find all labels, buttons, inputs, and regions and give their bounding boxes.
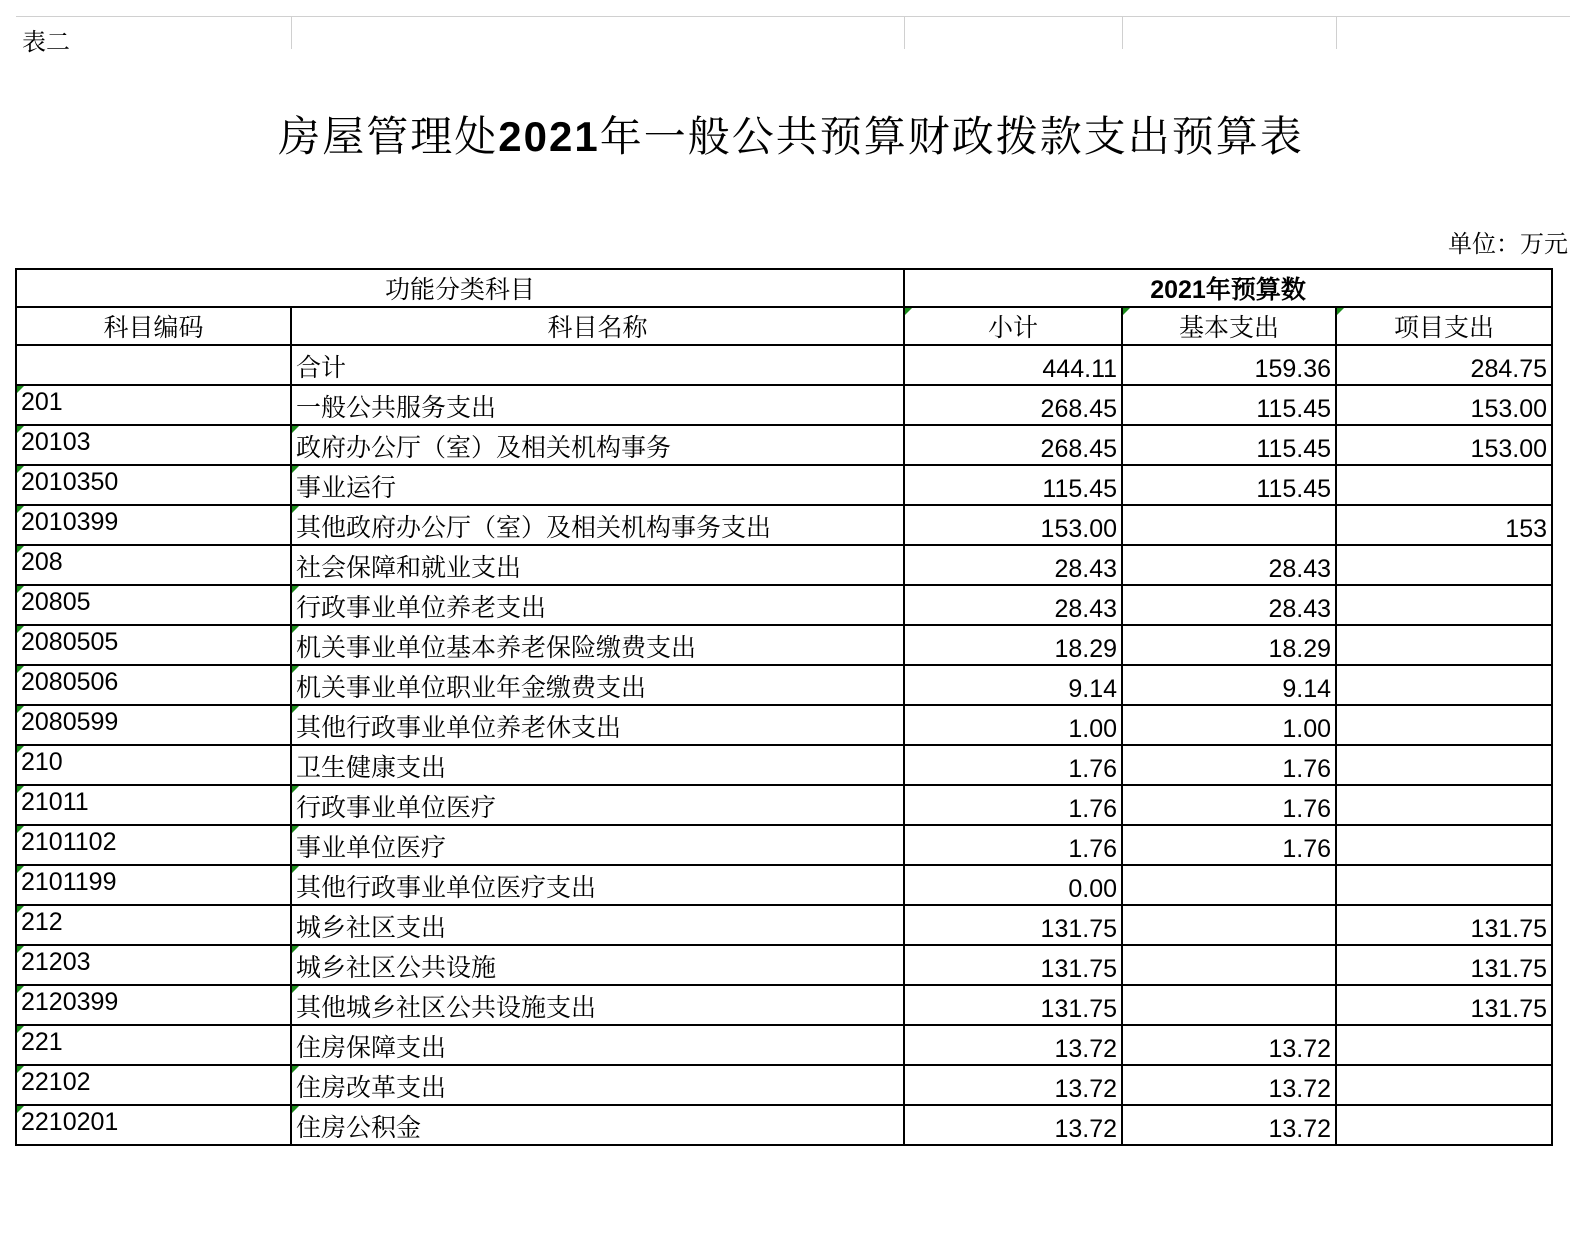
sheet-label: 表二 [22,28,70,56]
cell-subtotal-text: 131.75 [1040,955,1118,983]
cell-marker [292,1106,299,1113]
cell-subtotal [904,905,1122,945]
cell-code [16,785,291,825]
title-prefix: 房屋管理处 [278,112,499,161]
cell-code-text: 2120399 [21,988,119,1016]
cell-basic-text: 9.14 [1282,675,1332,703]
cell-name [291,825,904,865]
cell-marker [17,626,24,633]
cell-subtotal-text: 1.76 [1068,755,1118,783]
cell-subtotal-text: 9.14 [1068,675,1118,703]
page-title [0,104,1582,164]
cell-subtotal [904,785,1122,825]
cell-project-text: 131.75 [1470,915,1548,943]
cell-marker [1337,308,1344,315]
sheet-top-gridlines [16,16,1570,49]
cell-basic [1122,585,1336,625]
cell-name [291,505,904,545]
cell-code [16,425,291,465]
cell-name [291,945,904,985]
cell-subtotal-text: 0.00 [1068,875,1118,903]
cell-marker [17,986,24,993]
cell-subtotal [904,425,1122,465]
cell-basic [1122,1065,1336,1105]
cell-subtotal [904,705,1122,745]
cell-basic [1122,1105,1336,1145]
cell-project [1336,345,1552,385]
cell-basic-text: 1.76 [1282,795,1332,823]
cell-subtotal-text: 131.75 [1040,915,1118,943]
table-row [16,385,1552,425]
table-row [16,1025,1552,1065]
cell-marker [292,826,299,833]
cell-code [16,1025,291,1065]
header-name: 科目名称 [291,307,904,345]
cell-subtotal [904,345,1122,385]
cell-subtotal-text: 268.45 [1040,395,1118,423]
cell-code-text: 2080505 [21,628,119,656]
cell-project [1336,545,1552,585]
cell-subtotal-text: 153.00 [1040,515,1118,543]
cell-basic-text: 1.76 [1282,835,1332,863]
cell-code [16,905,291,945]
cell-name-text: 事业运行 [296,473,397,502]
cell-marker [292,506,299,513]
cell-code-text: 2080506 [21,668,119,696]
cell-marker [17,786,24,793]
cell-subtotal [904,945,1122,985]
table-row [16,425,1552,465]
cell-subtotal-text: 1.00 [1068,715,1118,743]
cell-project [1336,585,1552,625]
cell-basic-text: 115.45 [1256,395,1332,423]
cell-code [16,345,291,385]
table-row [16,1065,1552,1105]
header-subtotal [904,307,1122,345]
cell-subtotal [904,505,1122,545]
cell-subtotal [904,865,1122,905]
cell-name [291,705,904,745]
cell-code [16,945,291,985]
cell-project [1336,385,1552,425]
cell-basic [1122,505,1336,545]
cell-marker [292,1066,299,1073]
cell-marker [17,546,24,553]
cell-name [291,425,904,465]
header-basic-label: 基本支出 [1179,313,1280,342]
cell-marker [292,586,299,593]
cell-name [291,345,904,385]
cell-marker [17,866,24,873]
table-row [16,945,1552,985]
cell-project [1336,905,1552,945]
cell-basic-text: 13.72 [1268,1035,1332,1063]
cell-name-text: 合计 [296,353,347,382]
cell-subtotal [904,665,1122,705]
cell-subtotal-text: 1.76 [1068,835,1118,863]
cell-name [291,1065,904,1105]
cell-basic [1122,705,1336,745]
cell-name [291,465,904,505]
cell-basic [1122,425,1336,465]
cell-marker [17,506,24,513]
cell-project [1336,705,1552,745]
cell-name-text: 行政事业单位医疗 [296,793,497,822]
cell-project-text: 153 [1505,515,1548,543]
cell-name-text: 城乡社区支出 [296,913,447,942]
cell-basic-text: 1.76 [1282,755,1332,783]
cell-code [16,865,291,905]
cell-subtotal-text: 131.75 [1040,995,1118,1023]
header-code: 科目编码 [16,307,291,345]
table-row [16,985,1552,1025]
cell-subtotal [904,385,1122,425]
table-row [16,785,1552,825]
cell-name [291,625,904,665]
cell-name [291,665,904,705]
cell-subtotal [904,465,1122,505]
cell-subtotal [904,1105,1122,1145]
cell-marker [17,1066,24,1073]
cell-marker [17,746,24,753]
title-year: 2021 [498,113,600,160]
cell-subtotal-text: 28.43 [1054,555,1118,583]
cell-code-text: 201 [21,388,63,416]
cell-basic-text: 115.45 [1256,435,1332,463]
cell-project-text: 153.00 [1470,395,1548,423]
cell-project [1336,945,1552,985]
gridline [1122,17,1123,49]
cell-basic [1122,625,1336,665]
cell-marker [17,1106,24,1113]
cell-name-text: 行政事业单位养老支出 [296,593,547,622]
table-row [16,585,1552,625]
cell-code [16,1105,291,1145]
cell-marker [17,466,24,473]
cell-marker [17,706,24,713]
cell-code-text: 212 [21,908,63,936]
gridline [904,17,905,49]
cell-code [16,745,291,785]
cell-basic [1122,345,1336,385]
cell-name [291,905,904,945]
table-row [16,625,1552,665]
cell-name [291,785,904,825]
cell-name-text: 其他行政事业单位养老休支出 [296,713,622,742]
table-row [16,865,1552,905]
cell-code-text: 2010399 [21,508,119,536]
cell-code [16,585,291,625]
cell-code [16,505,291,545]
cell-basic [1122,905,1336,945]
cell-name-text: 其他城乡社区公共设施支出 [296,993,597,1022]
cell-project-text: 131.75 [1470,995,1548,1023]
cell-subtotal [904,745,1122,785]
cell-project [1336,665,1552,705]
cell-marker [905,308,912,315]
cell-basic-text: 13.72 [1268,1075,1332,1103]
cell-code-text: 21011 [21,788,89,816]
cell-project [1336,465,1552,505]
cell-marker [292,946,299,953]
cell-marker [292,466,299,473]
cell-marker [17,946,24,953]
cell-project [1336,1105,1552,1145]
cell-subtotal [904,1025,1122,1065]
cell-name-text: 住房改革支出 [296,1073,447,1102]
cell-project [1336,1025,1552,1065]
cell-marker [292,786,299,793]
cell-basic-text: 159.36 [1254,355,1332,383]
cell-project [1336,985,1552,1025]
cell-basic [1122,865,1336,905]
gridline [291,17,292,49]
cell-name-text: 其他行政事业单位医疗支出 [296,873,597,902]
cell-subtotal-text: 13.72 [1054,1035,1118,1063]
cell-subtotal-text: 268.45 [1040,435,1118,463]
unit-label: 单位：万元 [1448,230,1568,258]
cell-name-text: 机关事业单位基本养老保险缴费支出 [296,633,697,662]
header-row-group [16,269,1552,307]
cell-basic-text: 28.43 [1268,555,1332,583]
cell-basic [1122,385,1336,425]
cell-name-text: 事业单位医疗 [296,833,447,862]
cell-subtotal [904,585,1122,625]
cell-project [1336,1065,1552,1105]
cell-marker [292,706,299,713]
title-suffix: 年一般公共预算财政拨款支出预算表 [599,112,1304,161]
cell-subtotal [904,1065,1122,1105]
cell-code-text: 2210201 [21,1108,119,1136]
cell-project-text: 284.75 [1470,355,1548,383]
table-row [16,745,1552,785]
cell-marker [292,626,299,633]
header-budget-year [904,269,1552,307]
cell-name [291,385,904,425]
cell-name [291,985,904,1025]
cell-name-text: 城乡社区公共设施 [296,953,497,982]
cell-basic [1122,825,1336,865]
cell-name [291,865,904,905]
cell-marker [17,906,24,913]
table-row [16,465,1552,505]
cell-project [1336,625,1552,665]
cell-basic-text: 13.72 [1268,1115,1332,1143]
cell-subtotal-text: 444.11 [1042,355,1118,383]
cell-subtotal-text: 28.43 [1054,595,1118,623]
cell-subtotal-text: 18.29 [1054,635,1118,663]
cell-marker [292,986,299,993]
cell-project-text: 153.00 [1470,435,1548,463]
cell-code-text: 2010350 [21,468,119,496]
cell-subtotal [904,985,1122,1025]
cell-name-text: 其他政府办公厅（室）及相关机构事务支出 [296,513,772,542]
cell-basic-text: 28.43 [1268,595,1332,623]
cell-basic [1122,745,1336,785]
cell-code [16,665,291,705]
cell-basic-text: 115.45 [1256,475,1332,503]
cell-marker [17,1026,24,1033]
gridline [1336,17,1337,49]
header-row-columns [16,307,1552,345]
table-row [16,505,1552,545]
header-basic [1122,307,1336,345]
cell-project [1336,785,1552,825]
header-project [1336,307,1552,345]
cell-name-text: 机关事业单位职业年金缴费支出 [296,673,647,702]
table-row [16,1105,1552,1145]
header-year-rest: 年预算数 [1205,275,1306,304]
table-row [16,705,1552,745]
table-row [16,665,1552,705]
cell-basic [1122,945,1336,985]
cell-subtotal-text: 13.72 [1054,1075,1118,1103]
cell-code [16,985,291,1025]
cell-basic [1122,465,1336,505]
cell-basic [1122,785,1336,825]
cell-code [16,465,291,505]
cell-project [1336,505,1552,545]
cell-code-text: 22102 [21,1068,91,1096]
cell-code [16,1065,291,1105]
cell-name-text: 住房公积金 [296,1113,422,1142]
cell-code-text: 20805 [21,588,91,616]
cell-project [1336,825,1552,865]
cell-name-text: 一般公共服务支出 [296,393,497,422]
cell-name [291,745,904,785]
header-subtotal-label: 小计 [988,313,1039,342]
header-function-class: 功能分类科目 [16,269,904,307]
cell-code-text: 2101102 [21,828,117,856]
cell-name-text: 卫生健康支出 [296,753,447,782]
cell-code-text: 21203 [21,948,91,976]
cell-subtotal [904,625,1122,665]
header-project-label: 项目支出 [1394,313,1495,342]
cell-marker [17,826,24,833]
cell-code-text: 20103 [21,428,91,456]
budget-table [15,268,1553,1146]
cell-name [291,585,904,625]
table-row [16,545,1552,585]
cell-name [291,1025,904,1065]
cell-name-text: 政府办公厅（室）及相关机构事务 [296,433,672,462]
cell-code-text: 2101199 [21,868,117,896]
cell-subtotal-text: 1.76 [1068,795,1118,823]
cell-project [1336,865,1552,905]
cell-marker [292,666,299,673]
cell-code [16,545,291,585]
cell-marker [17,426,24,433]
table-row [16,345,1552,385]
cell-subtotal-text: 115.45 [1042,475,1118,503]
cell-subtotal [904,825,1122,865]
cell-basic-text: 1.00 [1282,715,1332,743]
cell-code [16,825,291,865]
cell-code [16,705,291,745]
cell-code-text: 221 [21,1028,63,1056]
cell-project [1336,425,1552,465]
cell-code-text: 2080599 [21,708,119,736]
cell-subtotal [904,545,1122,585]
header-year: 2021 [1150,276,1206,304]
cell-marker [1123,308,1130,315]
cell-marker [292,866,299,873]
cell-project-text: 131.75 [1470,955,1548,983]
cell-name-text: 住房保障支出 [296,1033,447,1062]
cell-marker [17,386,24,393]
cell-name [291,1105,904,1145]
cell-code-text: 208 [21,548,63,576]
cell-basic [1122,545,1336,585]
cell-code-text: 210 [21,748,63,776]
cell-basic [1122,1025,1336,1065]
cell-marker [17,666,24,673]
cell-basic [1122,665,1336,705]
cell-basic [1122,985,1336,1025]
cell-marker [292,426,299,433]
cell-project [1336,745,1552,785]
cell-code [16,385,291,425]
cell-basic-text: 18.29 [1268,635,1332,663]
cell-marker [17,586,24,593]
cell-subtotal-text: 13.72 [1054,1115,1118,1143]
cell-code [16,625,291,665]
table-row [16,825,1552,865]
table-row [16,905,1552,945]
cell-name-text: 社会保障和就业支出 [296,553,522,582]
cell-name [291,545,904,585]
